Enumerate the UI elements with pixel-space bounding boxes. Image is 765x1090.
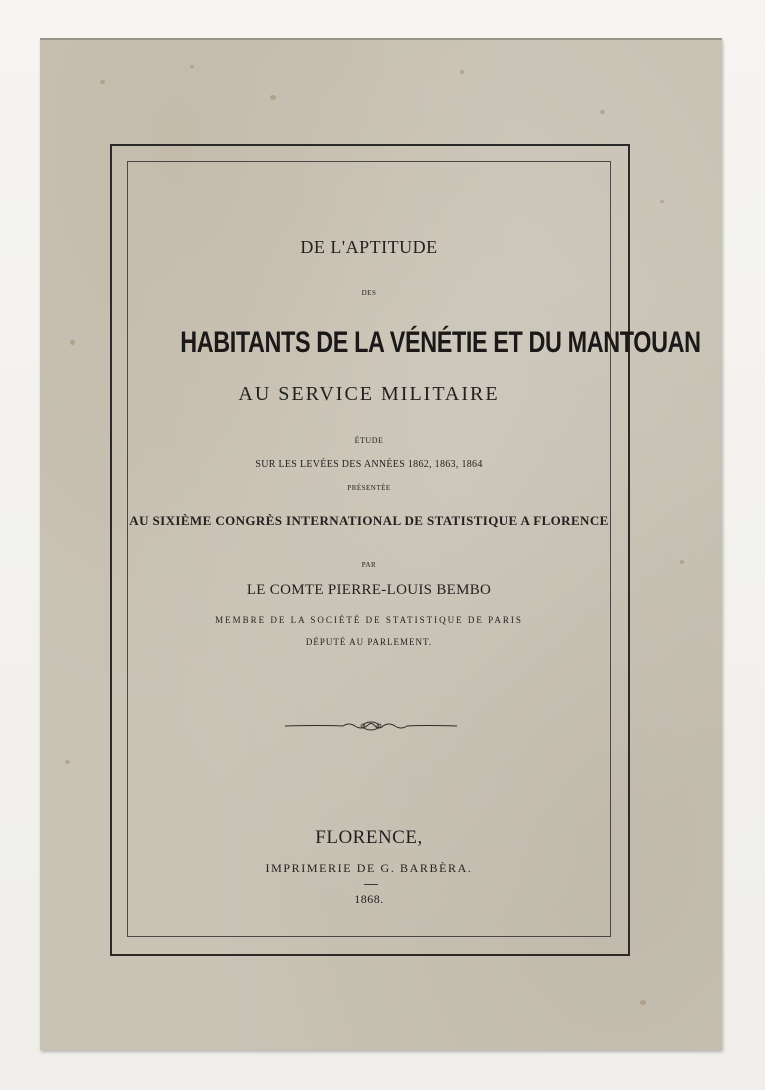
imprint-rule [364, 884, 378, 885]
inner-border-frame [127, 161, 701, 937]
foxing-spot [270, 95, 276, 100]
imprint-year: 1868. [354, 892, 384, 906]
ornament-divider-icon [283, 716, 459, 736]
author-role-parliament: DÉPUTÉ AU PARLEMENT. [305, 637, 433, 647]
par-label: PAR [361, 561, 377, 569]
foxing-spot [680, 560, 684, 564]
foxing-spot [190, 65, 194, 68]
foxing-spot [600, 110, 605, 114]
foxing-spot [640, 1000, 646, 1005]
author-name: LE COMTE PIERRE-LOUIS BEMBO [246, 582, 492, 598]
etude-label: ÉTUDE [354, 436, 384, 445]
imprint-printer: IMPRIMERIE DE G. BARBÈRA. [265, 861, 473, 875]
foxing-spot [100, 80, 105, 84]
foxing-spot [660, 200, 664, 203]
main-title: HABITANTS DE LA VÉNÉTIE ET DU MANTOUAN [180, 326, 701, 359]
presentee-label: PRÉSENTÉE [347, 484, 391, 492]
foxing-spot [70, 340, 75, 345]
title-prefix: DE L'APTITUDE [300, 237, 438, 257]
foxing-spot [460, 70, 464, 74]
connector-des: DES [361, 289, 377, 297]
imprint-city: FLORENCE, [315, 827, 423, 848]
author-role-society: MEMBRE DE LA SOCIÉTÉ DE STATISTIQUE DE PARIS [215, 615, 523, 625]
etude-detail: SUR LES LEVÉES DES ANNÉES 1862, 1863, 1864 [255, 459, 483, 470]
subtitle: AU SERVICE MILITAIRE [238, 383, 500, 405]
congress-line: AU SIXIÈME CONGRÈS INTERNATIONAL DE STATISTIQUE A FLORENCE [129, 513, 609, 528]
foxing-spot [65, 760, 70, 764]
